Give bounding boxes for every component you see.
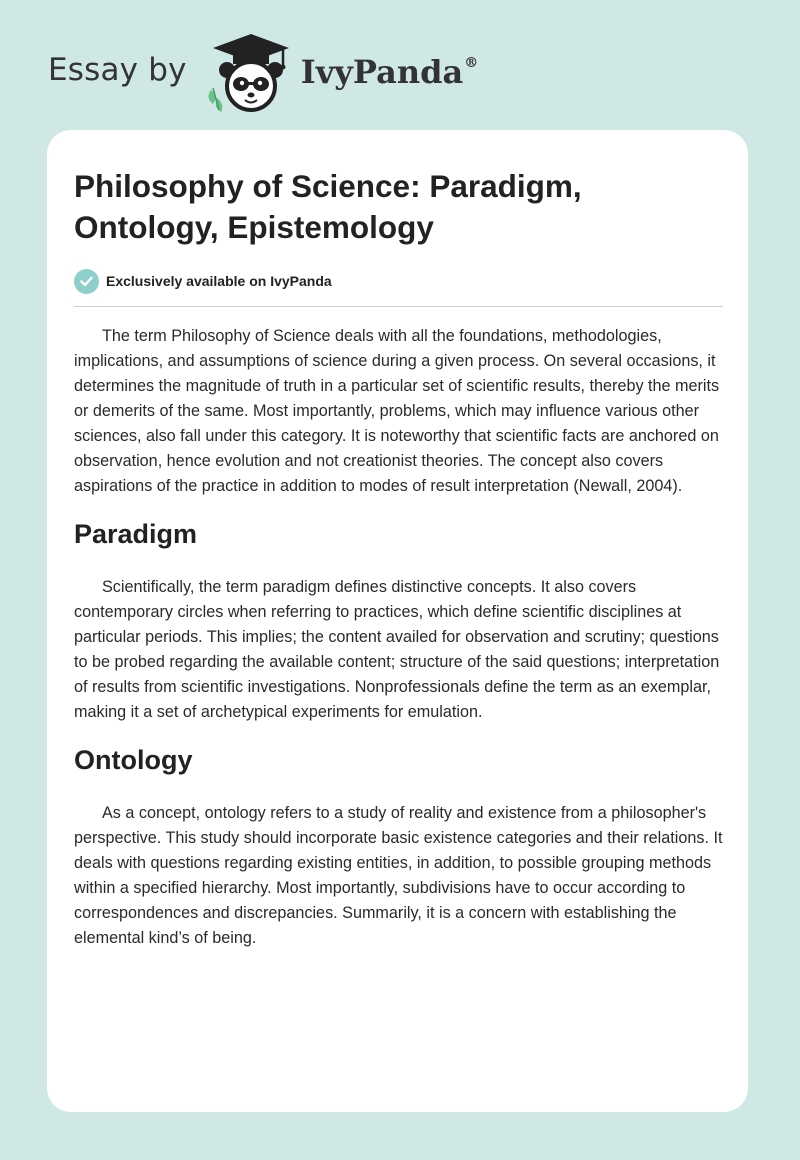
panda-graduate-logo-icon[interactable] — [205, 32, 297, 112]
section-body-paradigm: Scientifically, the term paradigm defines distinctive concepts. It also covers contemporary circles when referring to practices, which define scientific disciplines at particular periods. This implies; the content availed for observation and scrutiny; questions to be probed regarding the available content; structure of the said questions; interpretation of results from scientific investigations. Nonprofessionals define the term as an exemplar, making it a set of archetypical experiments for emulation. — [74, 578, 720, 721]
intro-paragraph: The term Philosophy of Science deals with all the foundations, methodologies, implications, and assumptions of science during a given process. On several occasions, it determines the magnitude of truth in a particular set of scientific results, thereby the merits or demerits of the same. Most importantly, problems, which may influence various other sciences, also fall under this category. It is noteworthy that scientific facts are anchored on observation, hence evolution and not creationist theories. The concept also covers aspirations of the practice in addition to modes of result interpretation (Newall, 2004). — [74, 327, 720, 495]
brand-name[interactable] — [301, 53, 478, 91]
divider — [74, 306, 723, 307]
essay-content — [74, 130, 723, 951]
essay-card — [47, 130, 748, 1112]
check-mark-icon — [80, 276, 93, 287]
essay-by-label: Essay by — [48, 52, 187, 88]
registered-mark: ® — [464, 55, 479, 71]
brand-name-text: IvyPanda — [300, 53, 464, 91]
exclusive-label: Exclusively available on IvyPanda — [106, 273, 332, 289]
section-heading-paradigm: Paradigm — [74, 519, 198, 549]
section-heading-ontology: Ontology — [74, 745, 193, 775]
site-header — [48, 32, 478, 112]
section-body-ontology: As a concept, ontology refers to a study of reality and existence from a philosopher's perspective. This study should incorporate basic existence categories and their relations. It deals with questions regarding existing entities, in addition, to possible grouping methods within a specified hierarchy. Most importantly, subdivisions have to occur according to correspondences and discrepancies. Summarily, it is a concern with establishing the elemental kind’s of being. — [74, 804, 723, 947]
page-title: Philosophy of Science: Paradigm, Ontology, Epistemology — [74, 168, 582, 245]
check-circle-icon — [74, 269, 99, 294]
exclusive-badge — [74, 268, 723, 294]
